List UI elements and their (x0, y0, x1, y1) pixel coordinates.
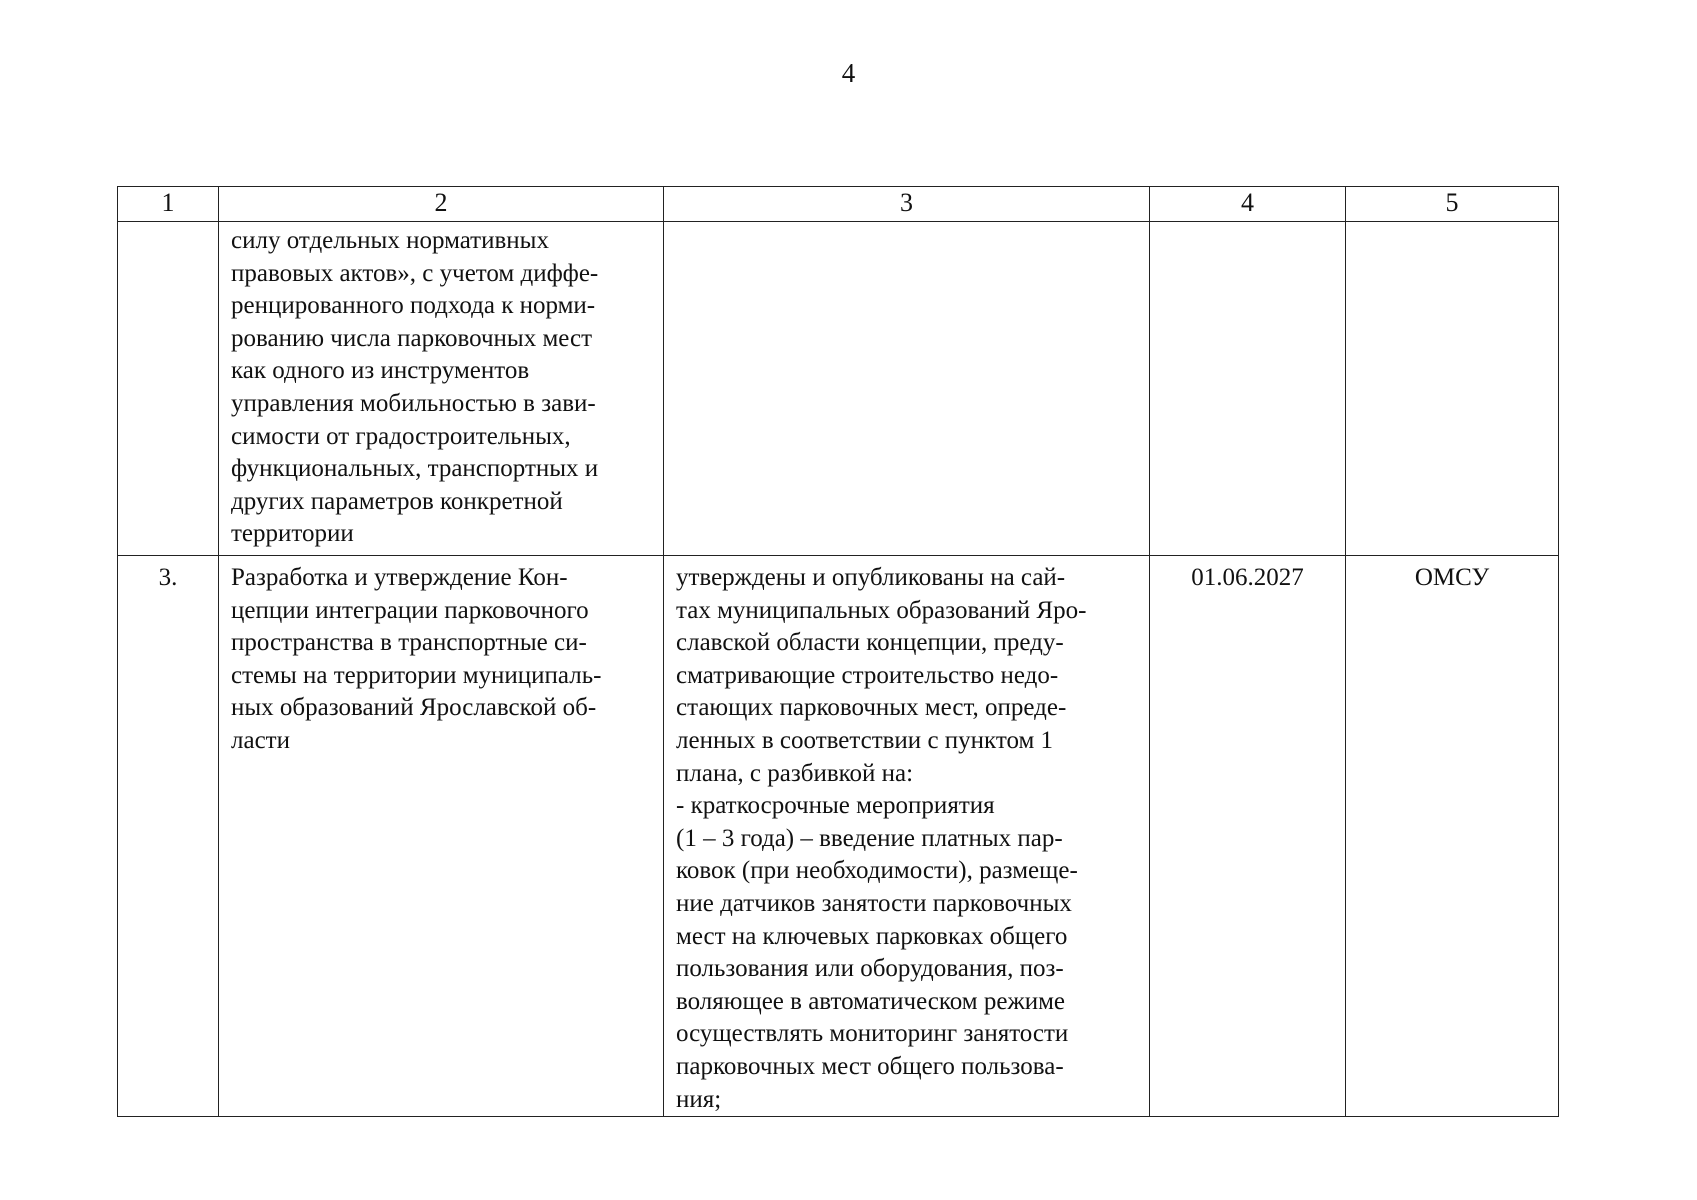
row-number-cell: 3. (118, 556, 219, 1117)
text-line: как одного из инструментов (231, 357, 530, 385)
text-line: стемы на территории муниципаль- (231, 661, 602, 689)
text-line: плана, с разбивкой на: (676, 759, 914, 787)
column-number-4: 4 (1150, 187, 1346, 222)
text-line: силу отдельных нормативных (231, 227, 549, 254)
text-line: ленных в соответствии с пунктом 1 (676, 726, 1054, 754)
text-line: управления мобильностью в зави- (231, 389, 596, 417)
text-line: ных образований Ярославской об- (231, 694, 597, 722)
text-line: симости от градостроительных, (231, 422, 571, 450)
result-cell (664, 222, 1150, 556)
text-line: (1 – 3 года) – введение платных пар- (676, 824, 1063, 852)
deadline-cell (1150, 222, 1346, 556)
text-line: Разработка и утверждение Кон- (231, 564, 568, 591)
row-number-cell (118, 222, 219, 556)
text-line: мест на ключевых парковках общего (676, 922, 1068, 950)
deadline-cell: 01.06.2027 (1150, 556, 1346, 1117)
text-line: функциональных, транспортных и (231, 455, 599, 483)
text-line: - краткосрочные мероприятия (676, 792, 995, 820)
plan-table (117, 186, 1559, 1117)
text-line: ние датчиков занятости парковочных (676, 889, 1072, 917)
text-line: цепции интеграции парковочного (231, 596, 589, 624)
text-line: ренцированного подхода к норми- (231, 292, 596, 320)
text-line: территории (231, 520, 354, 548)
text-line: пространства в транспортные си- (231, 629, 587, 657)
responsible-cell: ОМСУ (1346, 556, 1559, 1117)
text-line: тах муниципальных образований Яро- (676, 596, 1087, 624)
text-line: стающих парковочных мест, опреде- (676, 694, 1067, 722)
text-line: парковочных мест общего пользова- (676, 1052, 1064, 1080)
table-header-row (118, 187, 1559, 222)
table-row (118, 556, 1559, 1117)
text-line: сматривающие строительство недо- (676, 661, 1059, 689)
text-line: воляющее в автоматическом режиме (676, 987, 1066, 1015)
column-number-3: 3 (664, 187, 1150, 222)
text-line: ковок (при необходимости), размеще- (676, 857, 1078, 885)
result-cell (664, 556, 1150, 1117)
page-number: 4 (841, 58, 856, 88)
text-line: пользования или оборудования, поз- (676, 955, 1064, 983)
text-line: осуществлять мониторинг занятости (676, 1020, 1069, 1048)
text-line: других параметров конкретной (231, 487, 563, 515)
column-number-5: 5 (1346, 187, 1559, 222)
text-line: ния; (676, 1085, 722, 1113)
text-line: правовых актов», с учетом диффе- (231, 259, 599, 287)
responsible-cell (1346, 222, 1559, 556)
table-row (118, 222, 1559, 556)
activity-cell (219, 556, 664, 1117)
text-line: ласти (231, 726, 290, 754)
text-line: утверждены и опубликованы на сай- (676, 564, 1066, 591)
column-number-1: 1 (118, 187, 219, 222)
column-number-2: 2 (219, 187, 664, 222)
activity-cell (219, 222, 664, 556)
text-line: славской области концепции, преду- (676, 629, 1064, 657)
text-line: рованию числа парковочных мест (231, 324, 593, 352)
